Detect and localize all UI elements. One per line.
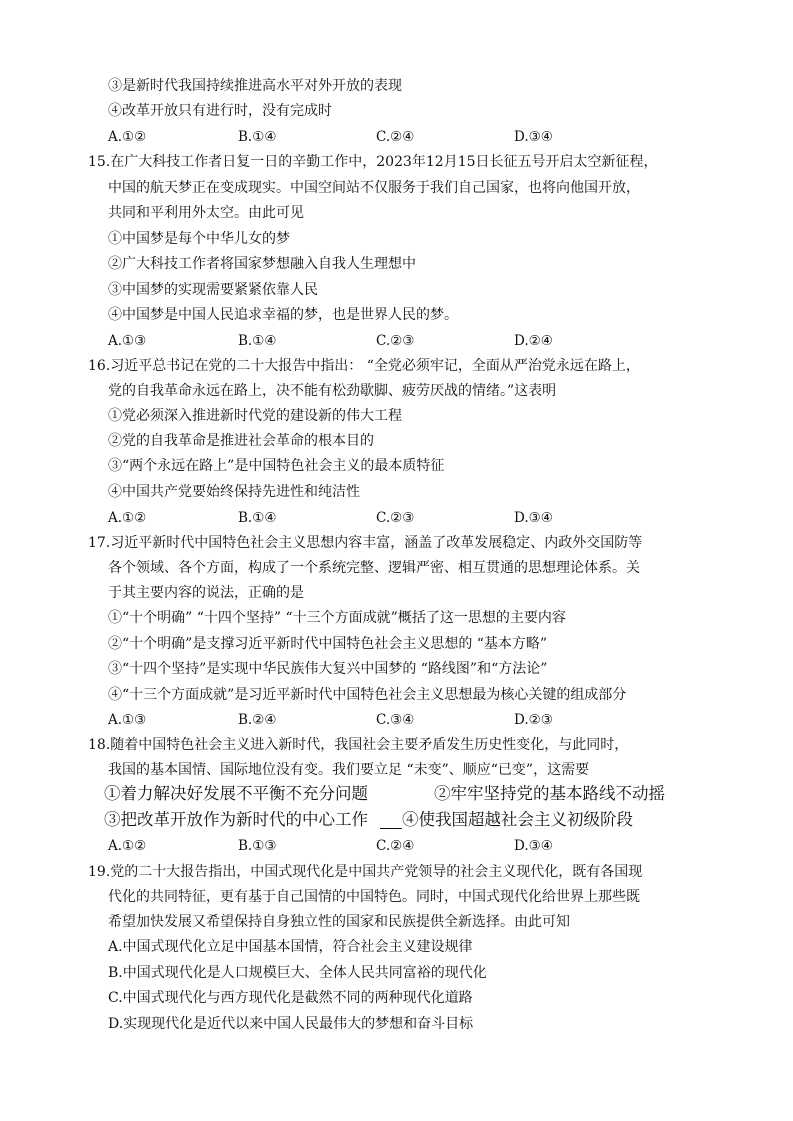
q16-option-a: A.①② [108,510,147,526]
q19-stem-line-2: 代化的共同特征，更有基于自己国情的中国特色。同时，中国式现代化给世界上那些既 [108,889,640,905]
q17-option-a: A.①③ [108,712,147,728]
q18-option-c: C.②④ [376,838,415,854]
q16-stem-line-1: 16.习近平总书记在党的二十大报告中指出： “全党必须牢记，全面从严治党永远在路上， [88,358,640,374]
q15-statement-3: ③中国梦的实现需要紧紧依靠人民 [108,282,318,298]
q15-option-b: B.①④ [238,333,277,349]
q17-statement-3: ③“十四个坚持”是实现中华民族伟大复兴中国梦的 “路线图”和“方法论” [108,661,548,677]
q16-option-b: B.①④ [238,510,277,526]
q17-stem-line-3: 于其主要内容的说法，正确的是 [108,585,304,601]
q17-option-c: C.③④ [376,712,415,728]
q15-stem-line-3: 共同和平利用外太空。由此可见 [108,205,304,221]
q16-statement-4: ④中国共产党要始终保持先进性和纯洁性 [108,484,360,500]
q15-option-c: C.②③ [376,333,415,349]
q15-statement-4: ④中国梦是中国人民追求幸福的梦，也是世界人民的梦。 [108,307,458,323]
q15-option-a: A.①③ [108,333,147,349]
q16-option-d: D.③④ [514,510,553,526]
q14-option-a: A.①② [108,129,147,145]
q18-statement-4: ④使我国超越社会主义初级阶段 [402,810,633,829]
q17-statement-1: ①“十个明确” “十四个坚持” “十三个方面成就”概括了这一思想的主要内容 [108,610,566,626]
q15-stem-line-1: 15.在广大科技工作者日复一日的辛勤工作中，2023年12月15日长征五号开启太空新征程， [88,154,658,170]
q19-option-d: D.实现现代化是近代以来中国人民最伟大的梦想和奋斗目标 [108,1016,474,1032]
q17-stem-line-2: 各个领域、各个方面，构成了一个系统完整、逻辑严密、相互贯通的思想理论体系。关 [108,560,640,576]
q16-option-c: C.②③ [376,510,415,526]
q14-statement-3: ③是新时代我国持续推进高水平对外开放的表现 [108,78,402,94]
q16-statement-2: ②党的自我革命是推进社会革命的根本目的 [108,433,374,449]
q19-option-b: B.中国式现代化是人口规模巨大、全体人民共同富裕的现代化 [108,965,487,981]
q15-statement-2: ②广大科技工作者将国家梦想融入自我人生理想中 [108,256,416,272]
q18-stem-line-1: 18.随着中国特色社会主义进入新时代，我国社会主要矛盾发生历史性变化，与此同时， [88,737,629,753]
q18-option-b: B.①③ [238,838,277,854]
q14-option-d: D.③④ [514,129,553,145]
q18-blank-underline [380,828,402,829]
q19-stem-line-1: 19.党的二十大报告指出，中国式现代化是中国共产党领导的社会主义现代化，既有各国现 [88,864,643,880]
q17-option-d: D.②③ [514,712,553,728]
q14-statement-4: ④改革开放只有进行时，没有完成时 [108,103,332,119]
q18-statement-2: ②牢牢坚持党的基本路线不动摇 [434,784,665,803]
q18-stem-line-2: 我国的基本国情、国际地位没有变。我们要立足 “未变”、顺应“已变”，这需要 [108,762,590,778]
q19-option-c: C.中国式现代化与西方现代化是截然不同的两种现代化道路 [108,990,473,1006]
q16-stem-line-2: 党的自我革命永远在路上，决不能有松劲歇脚、疲劳厌战的情绪。”这表明 [108,383,557,399]
q15-statement-1: ①中国梦是每个中华儿女的梦 [108,231,290,247]
q17-statement-4: ④“十三个方面成就”是习近平新时代中国特色社会主义思想最为核心关键的组成部分 [108,687,627,703]
q17-stem-line-1: 17.习近平新时代中国特色社会主义思想内容丰富，涵盖了改革发展稳定、内政外交国防等 [88,535,643,551]
q19-stem-line-3: 希望加快发展又希望保持自身独立性的国家和民族提供全新选择。由此可知 [108,914,570,930]
q18-option-a: A.①② [108,838,147,854]
q18-statement-1: ①着力解决好发展不平衡不充分问题 [104,784,368,803]
q17-statement-2: ②“十个明确”是支撑习近平新时代中国特色社会主义思想的 “基本方略” [108,636,548,652]
q14-option-c: C.②④ [376,129,415,145]
q15-stem-line-2: 中国的航天梦正在变成现实。中国空间站不仅服务于我们自己国家，也将向他国开放， [108,180,640,196]
q18-option-d: D.③④ [514,838,553,854]
q19-option-a: A.中国式现代化立足中国基本国情，符合社会主义建设规律 [108,939,473,955]
q15-option-d: D.②④ [514,333,553,349]
q18-statement-3: ③把改革开放作为新时代的中心工作 [104,810,368,829]
q16-statement-3: ③“两个永远在路上”是中国特色社会主义的最本质特征 [108,458,445,474]
q14-option-b: B.①④ [238,129,277,145]
q17-option-b: B.②④ [238,712,277,728]
q16-statement-1: ①党必须深入推进新时代党的建设新的伟大工程 [108,408,402,424]
